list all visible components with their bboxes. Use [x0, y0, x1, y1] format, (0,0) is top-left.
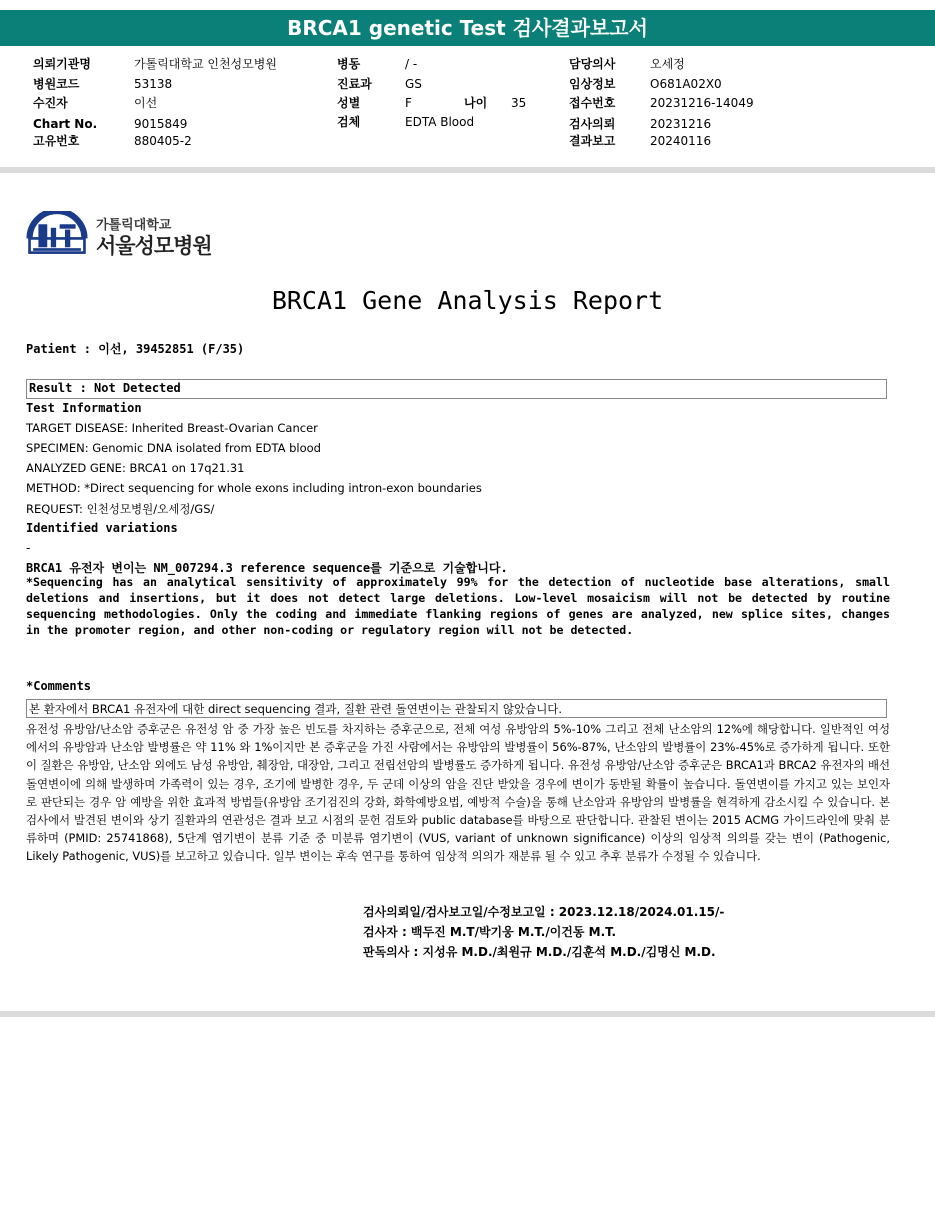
comment-body: 유전성 유방암/난소암 증후군은 유전성 암 중 가장 높은 빈도를 차지하는 증후군으로, 전체 여성 유방암의 5%-10% 그리고 전체 난소암의 12%에 해당합니다. 일반적인 여성에서의 유방암과 난소암 발병률은 약 11% 와 1%이지만 본 증후군을 가진 사람에서는 유방암의 발병률이 56%-87%, 난소암의 발병률이 23%-45%로 증가하게 됩니다. 또한 이 질환은 유방암, 난소암 외에도 남성 유방암, 췌장암, 대장암, 그리고 전립선암의 발병률도 증가하게 됩니다. 유전성 유방암/난소암 증후군은 BRCA1과 BRCA2 유전자의 배선 돌연변이에 의해 발생하며 가족력이 있는 경우, 조기에 발병한 경우, 두 군데 이상의 암을 진단 받았을 경우에 변이가 동반될 확률이 높습니다. 돌연변이를 가지고 있는 보인자로 판단되는 경우 암 예방을 위한 효과적 방법들(유방암 조기검진의 강화, 화학예방요법, 예방적 수술)을 통해 난소암과 유방암의 발병률을 현격하게 감소시킬 수 있습니다. 본 검사에서 발견된 변이와 상기 질환과의 연관성은 결과 보고 시점의 문헌 검토와 public database를 바탕으로 판단합니다. 관찰된 변이는 2015 ACMG 가이드라인에 맞춰 분류하며 (PMID: 25741868), 5단계 염기변이 분류 기준 중 미분류 염기변이 (VUS, variant of unknown significance) 이상의 임상적 의의를 갖는 변이 (Pathogenic, Likely Pathogenic, VUS)를 보고하고 있습니다. 일부 변이는 후속 연구를 통하여 임상적 의의가 재분류 될 수 있고 추후 분류가 수정될 수 있습니다. [26, 722, 890, 864]
value-clinical-info: O681A02X0 [650, 77, 722, 91]
request: REQUEST: 인천성모병원/오세정/GS/ [26, 502, 215, 516]
value-chart-no: 9015849 [134, 117, 188, 131]
value-sex: F [405, 96, 412, 110]
label-specimen: 검체 [337, 115, 361, 129]
sequencing-note: *Sequencing has an analytical sensitivity of approximately 99% for the detection of nucleotide base alterations, small deletions and insertions, but it does not detect large deletions. Low-level mosaicism will not be detected by routine sequencing methodologies. Only the coding and immediate flanking regions of genes are analyzed, new splice sites, changes in the promoter region, and other non-coding or regulatory region will not be detected. [26, 575, 890, 637]
specimen: SPECIMEN: Genomic DNA isolated from EDTA blood [26, 441, 321, 455]
header-divider [0, 167, 935, 173]
report-header-title: BRCA1 genetic Test 검사결과보고서 [0, 10, 935, 46]
target-disease: TARGET DISEASE: Inherited Breast-Ovarian Cancer [26, 421, 318, 435]
label-age: 나이 [464, 96, 488, 110]
identified-value: - [26, 541, 31, 555]
result-box [26, 379, 887, 399]
comments-heading: *Comments [26, 679, 92, 693]
reading-physicians: 판독의사 : 지성유 M.D./최원규 M.D./김훈석 M.D./김명신 M.D. [363, 945, 716, 959]
method: METHOD: *Direct sequencing for whole exons including intron-exon boundaries [26, 481, 482, 495]
value-report-date: 20240116 [650, 134, 712, 148]
label-requesting-institution: 의뢰기관명 [33, 57, 91, 71]
label-ward: 병동 [337, 57, 361, 71]
value-age: 35 [511, 96, 527, 110]
value-patient-name: 이선 [134, 96, 158, 110]
label-attending-doctor: 담당의사 [569, 57, 616, 71]
comment-box-text: 본 환자에서 BRCA1 유전자에 대한 direct sequencing 결과, 질환 관련 돌연변이는 관찰되지 않았습니다. [29, 702, 563, 716]
label-chart-no: Chart No. [33, 117, 98, 131]
analyzed-gene: ANALYZED GENE: BRCA1 on 17q21.31 [26, 461, 245, 475]
value-accession-no: 20231216-14049 [650, 96, 754, 110]
label-report-date: 결과보고 [569, 134, 616, 148]
reference-note: BRCA1 유전자 변이는 NM_007294.3 reference sequence를 기준으로 기술합니다. [26, 561, 508, 575]
value-request-date: 20231216 [650, 117, 712, 131]
comment-box [26, 699, 887, 718]
value-requesting-institution: 가톨릭대학교 인천성모병원 [134, 57, 277, 71]
value-unique-id: 880405-2 [134, 134, 192, 148]
label-request-date: 검사의뢰 [569, 117, 616, 131]
label-patient-name: 수진자 [33, 96, 68, 110]
value-hospital-code: 53138 [134, 77, 173, 91]
identified-heading: Identified variations [26, 521, 178, 535]
label-unique-id: 고유번호 [33, 134, 80, 148]
label-clinical-info: 임상정보 [569, 77, 616, 91]
value-department: GS [405, 77, 422, 91]
footer-divider [0, 1011, 935, 1017]
label-accession-no: 접수번호 [569, 96, 616, 110]
patient-line: Patient : 이선, 39452851 (F/35) [26, 342, 245, 356]
label-sex: 성별 [337, 96, 361, 110]
label-department: 진료과 [337, 77, 372, 91]
result-text: Result : Not Detected [29, 381, 181, 395]
label-hospital-code: 병원코드 [33, 77, 80, 91]
value-attending-doctor: 오세정 [650, 57, 685, 71]
logo-hospital-name: 서울성모병원 [96, 234, 212, 258]
report-dates: 검사의뢰일/검사보고일/수정보고일 : 2023.12.18/2024.01.15/- [363, 905, 725, 919]
value-ward: / - [405, 57, 418, 71]
examiners: 검사자 : 백두진 M.T/박기웅 M.T./이건동 M.T. [363, 925, 617, 939]
value-specimen: EDTA Blood [405, 115, 475, 129]
test-info-heading: Test Information [26, 401, 142, 415]
report-title: BRCA1 Gene Analysis Report [271, 286, 664, 315]
hospital-seal-icon [26, 211, 88, 257]
logo-university-name: 가톨릭대학교 [96, 218, 172, 233]
